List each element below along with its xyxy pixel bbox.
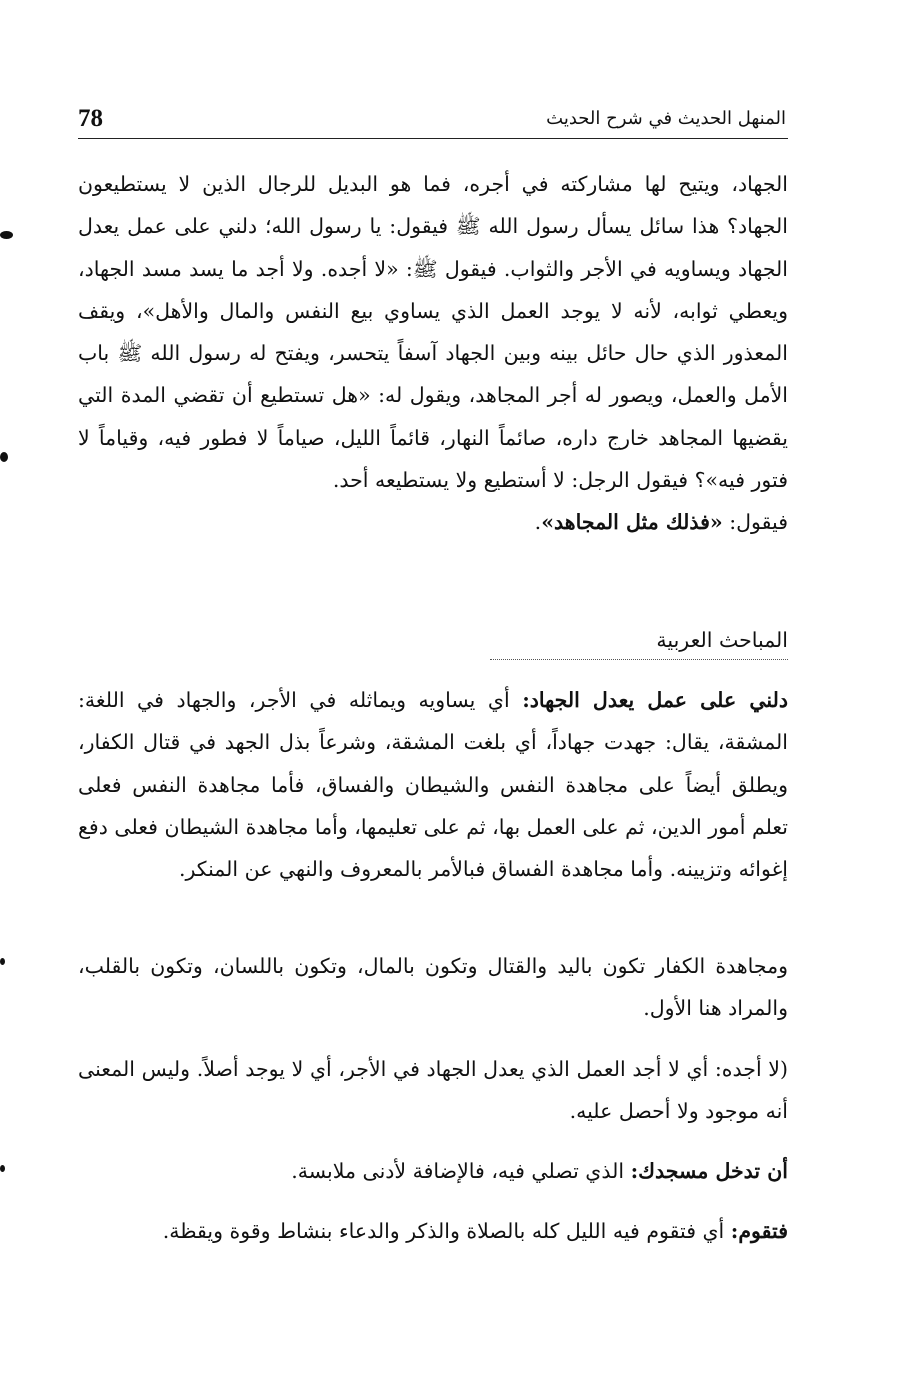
- margin-mark: [0, 1165, 5, 1172]
- paragraph-5-text: الذي تصلي فيه، فالإضافة لأدنى ملابسة.: [291, 1159, 631, 1183]
- paragraph-1-text: الجهاد، ويتيح لها مشاركته في أجره، فما هو البديل للرجال الذين لا يستطيعون الجهاد؟ هذا سائل يسأل رسول الله ﷺ فيقول: يا رسول الله؛ دلني على عمل يعدل الجهاد ويساويه في الأجر والثواب. فيقول ﷺ: «لا أجده. ولا أجد ما يسد مسد الجهاد، ويعطي ثوابه، لأنه لا يوجد العمل الذي يساوي بيع النفس والمال والأهل»، ويقف المعذور الذي حال حائل بينه وبين الجهاد آسفاً يتحسر، ويفتح له رسول الله ﷺ باب الأمل والعمل، ويصور له أجر المجاهد، ويقول له: «هل تستطيع أن تقضي المدة التي يقضيها المجاهد خارج داره، صائماً النهار، قائماً الليل، صياماً لا فطور فيه، وقياماً لا فتور فيه»؟ فيقول الرجل: لا أستطيع ولا يستطيعه أحد.: [78, 172, 788, 493]
- page-header: [78, 104, 788, 139]
- margin-mark: [0, 231, 13, 239]
- paragraph-1-closing-end: .: [534, 510, 542, 535]
- paragraph-6-text: أي فتقوم فيه الليل كله بالصلاة والذكر والدعاء بنشاط وقوة ويقظة.: [162, 1219, 731, 1243]
- paragraph-5-term: أن تدخل مسجدك:: [630, 1159, 788, 1183]
- paragraph-3: [78, 945, 788, 1030]
- paragraph-2: [78, 679, 788, 890]
- paragraph-2-text: أي يساويه ويماثله في الأجر، والجهاد في اللغة: المشقة، يقال: جهدت جهاداً، أي بلغت المشقة، وشرعاً بذل الجهد في قتال الكفار، ويطلق أيضاً على مجاهدة النفس والشيطان والفساق، فأما مجاهدة النفس فعلى تعلم أمور الدين، ثم على العمل بها، ثم على تعليمها، وأما مجاهدة الشيطان فعلى دفع إغوائه وتزيينه. وأما مجاهدة الفساق فبالأمر بالمعروف والنهي عن المنكر.: [78, 688, 788, 882]
- margin-mark: [0, 452, 8, 462]
- section-divider: [490, 659, 788, 660]
- paragraph-6: [78, 1210, 788, 1252]
- paragraph-5: [78, 1150, 788, 1192]
- paragraph-2-term: دلني على عمل يعدل الجهاد:: [522, 688, 788, 712]
- page-number: 78: [78, 105, 103, 132]
- paragraph-4-text: (لا أجده: أي لا أجد العمل الذي يعدل الجهاد في الأجر، أي لا يوجد أصلاً. وليس المعنى أنه موجود ولا أحصل عليه.: [78, 1057, 788, 1124]
- paragraph-3-text: ومجاهدة الكفار تكون باليد والقتال وتكون بالمال، وتكون باللسان، وتكون بالقلب، والمراد هنا الأول.: [78, 954, 788, 1021]
- running-title: المنهل الحديث في شرح الحديث: [546, 108, 786, 129]
- paragraph-6-term: فتقوم:: [730, 1219, 788, 1243]
- paragraph-1: [78, 163, 788, 544]
- paragraph-1-closing-lead: فيقول:: [722, 510, 788, 535]
- section-heading: المباحث العربية: [656, 628, 788, 652]
- paragraph-1-closing-quote: «فذلك مثل المجاهد»: [541, 510, 723, 535]
- paragraph-4: [78, 1048, 788, 1133]
- margin-mark: [0, 958, 5, 965]
